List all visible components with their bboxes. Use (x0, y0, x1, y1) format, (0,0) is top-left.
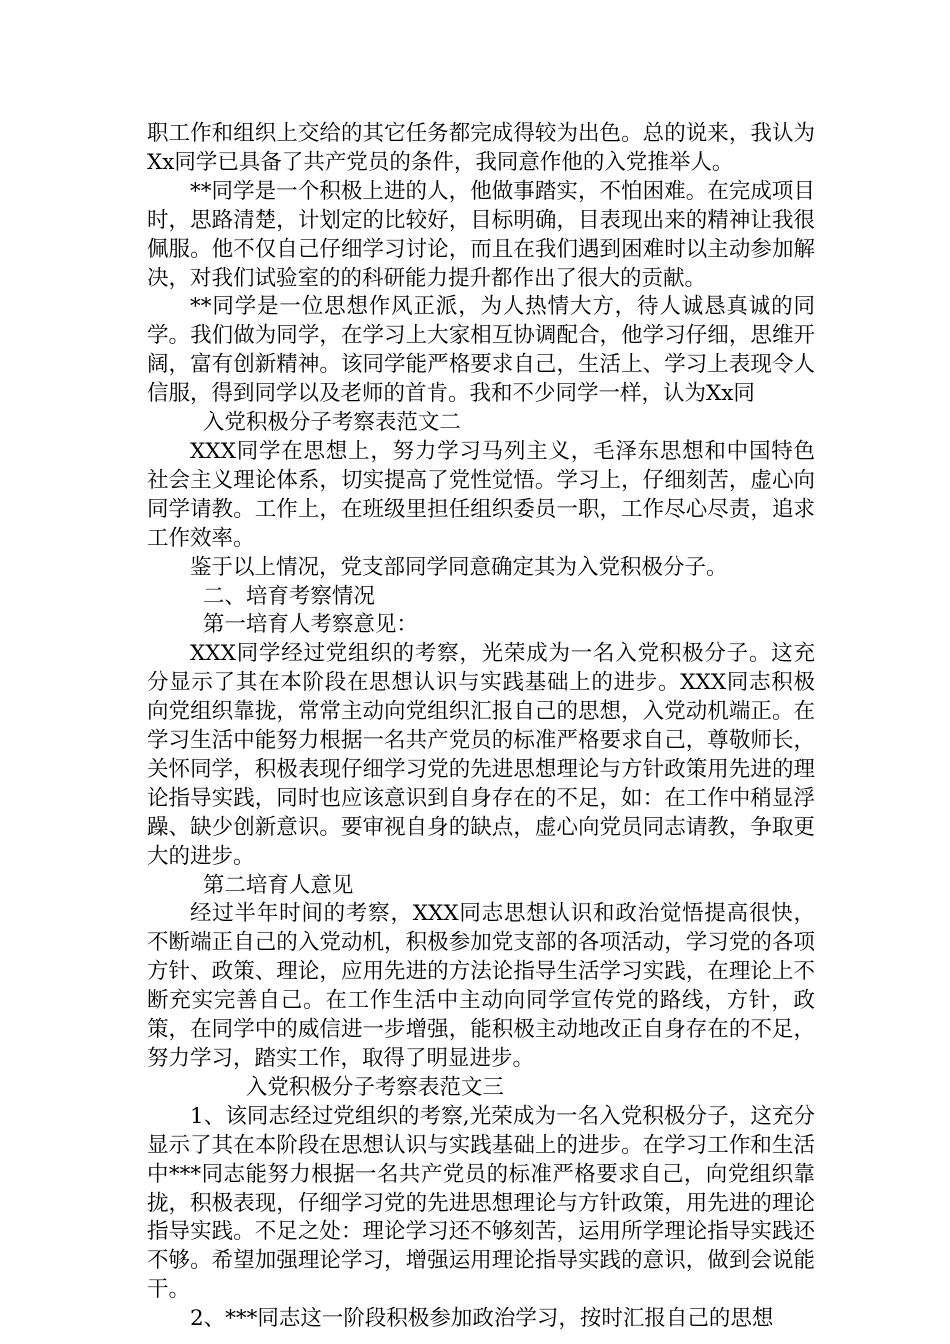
paragraph: 鉴于以上情况，党支部同学同意确定其为入党积极分子。 (190, 554, 728, 580)
subsection-heading: 第一培育人考察意见： (202, 612, 418, 638)
section-heading: 入党积极分子考察表范文三 (245, 1074, 504, 1100)
paragraph: 经过半年时间的考察，XXX同志思想认识和政治觉悟提高很快，不断端正自己的入党动机，积极参加党支部的各项活动，学习党的各项方针、政策、理论，应用先进的方法论指导生活学习实践，在理论上不断充实完善自己。在工作生活中主动向同学宣传党的路线，方针，政策，在同学中的威信进一步增强，能积极主动地改正自身存在的不足，努力学习，踏实工作，取得了明显进步。 (147, 901, 815, 1071)
paragraph: **同学是一位思想作风正派，为人热情大方，待人诚恳真诚的同学。我们做为同学，在学习上大家相互协调配合，他学习仔细，思维开阔，富有创新精神。该同学能严格要求自己，生活上、学习上表现令人信服，得到同学以及老师的首肯。我和不少同学一样，认为Xx同 (147, 294, 815, 407)
section-heading: 二、培育考察情况 (202, 583, 375, 609)
section-heading: 入党积极分子考察表范文二 (202, 410, 461, 436)
paragraph: XXX同学在思想上，努力学习马列主义，毛泽东思想和中国特色社会主义理论体系，切实提高了党性觉悟。学习上，仔细刻苦，虚心向同学请教。工作上，在班级里担任组织委员一职，工作尽心尽责，追求工作效率。 (147, 438, 815, 551)
paragraph: 1、该同志经过党组织的考察,光荣成为一名入党积极分子，这充分显示了其在本阶段在思想认识与实践基础上的进步。在学习工作和生活中***同志能努力根据一名共产党员的标准严格要求自己，向党组织靠拢，积极表现，仔细学习党的先进思想理论与方针政策，用先进的理论指导实践。不足之处：理论学习还不够刻苦，运用所学理论指导实践还不够。希望加强理论学习，增强运用理论指导实践的意识，做到会说能干。 (147, 1103, 815, 1303)
paragraph: XXX同学经过党组织的考察，光荣成为一名入党积极分子。这充分显示了其在本阶段在思想认识与实践基础上的进步。XXX同志积极向党组织靠拢，常常主动向党组织汇报自己的思想，入党动机端正。在学习生活中能努力根据一名共产党员的标准严格要求自己，尊敬师长，关怀同学，积极表现仔细学习党的先进思想理论与方针政策用先进的理论指导实践，同时也应该意识到自身存在的不足，如：在工作中稍显浮躁、缺少创新意识。要审视自身的缺点，虚心向党员同志请教，争取更大的进步。 (147, 641, 815, 869)
paragraph: **同学是一个积极上进的人，他做事踏实，不怕困难。在完成项目时，思路清楚，计划定的比较好，目标明确，目表现出来的精神让我很佩服。他不仅自己仔细学习讨论，而且在我们遇到困难时以主动参加解决，对我们试验室的的科研能力提升都作出了很大的贡献。 (147, 178, 815, 291)
document-body (147, 120, 815, 1334)
subsection-heading: 第二培育人意见 (202, 872, 354, 898)
paragraph: 2、***同志这一阶段积极参加政治学习，按时汇报自己的思想 (190, 1306, 774, 1332)
paragraph-continuation: 职工作和组织上交给的其它任务都完成得较为出色。总的说来，我认为Xx同学已具备了共产党员的条件，我同意作他的入党推举人。 (147, 121, 815, 175)
